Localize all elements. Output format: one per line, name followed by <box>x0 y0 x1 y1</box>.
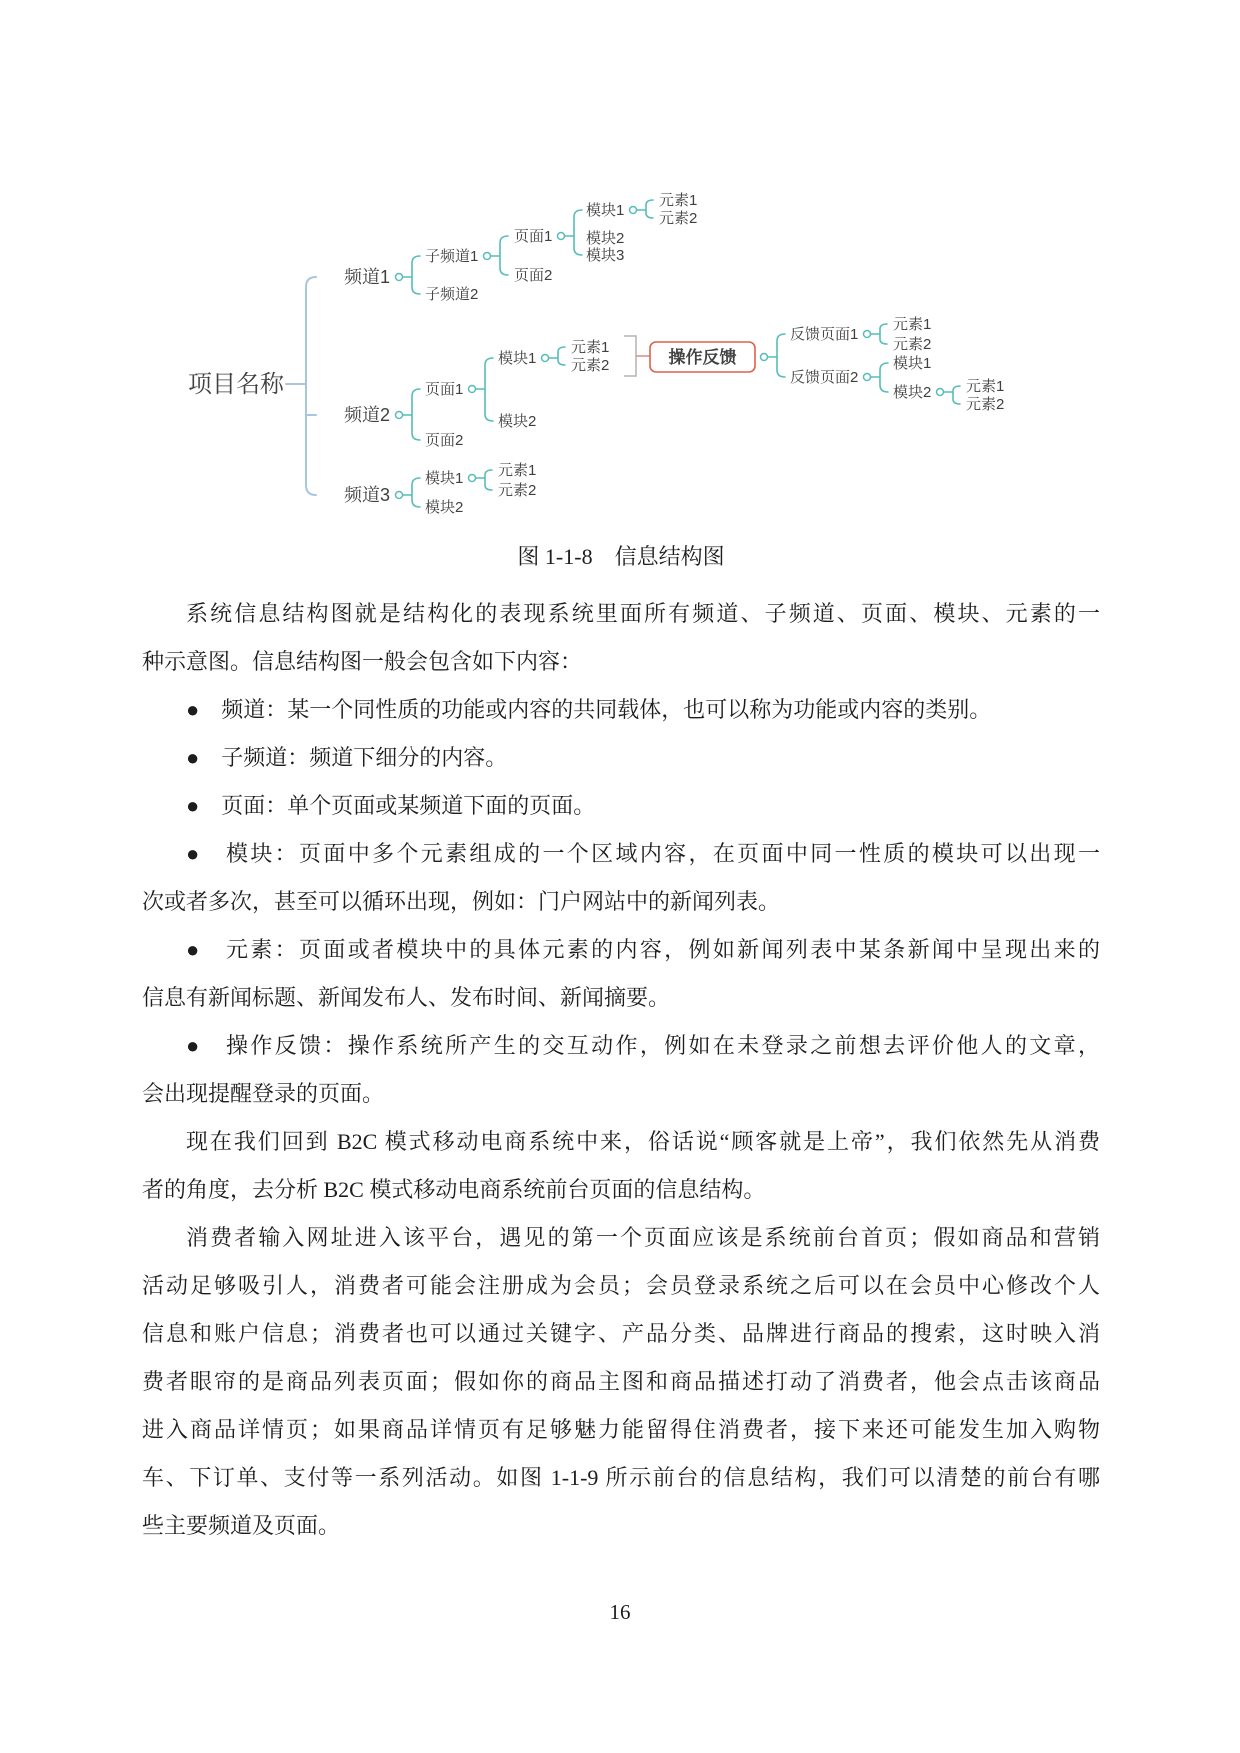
body-line: 现在我们回到 B2C 模式移动电商系统中来，俗话说“顾客就是上帝”，我们依然先从消费 <box>186 1129 1100 1154</box>
node-module1-label: 模块1 <box>586 202 625 219</box>
node-subchannel2-label: 子频道2 <box>425 286 479 303</box>
group-bracket <box>624 336 636 376</box>
node-anchor-circle <box>469 475 476 482</box>
body-line: 信息和账户信息；消费者也可以通过关键字、产品分类、品牌进行商品的搜索，这时映入消 <box>142 1321 1100 1346</box>
brace-connector <box>476 358 493 421</box>
node-anchor-circle <box>396 492 403 499</box>
brace-connector <box>637 200 653 218</box>
node-page2-label: 页面2 <box>514 267 553 284</box>
node-feedback-page1-label: 反馈页面1 <box>790 326 859 343</box>
body-line: 次或者多次，甚至可以循环出现，例如：门户网站中的新闻列表。 <box>142 889 781 914</box>
node-module2-label: 模块2 <box>498 413 537 430</box>
body-line: 种示意图。信息结构图一般会包含如下内容： <box>142 649 583 674</box>
node-module3-label: 模块3 <box>586 247 625 264</box>
node-module1-label: 模块1 <box>425 470 464 487</box>
body-line: 活动足够吸引人，消费者可能会注册成为会员；会员登录系统之后可以在会员中心修改个人 <box>142 1273 1100 1298</box>
node-module1-label: 模块1 <box>498 350 537 367</box>
body-line: 车、下订单、支付等一系列活动。如图 1-1-9 所示前台的信息结构，我们可以清楚的前台有哪 <box>142 1465 1100 1490</box>
node-anchor-circle <box>864 374 871 381</box>
bullet-item <box>142 926 1100 1022</box>
node-root-label: 项目名称 <box>188 371 284 398</box>
node-anchor-circle <box>864 331 871 338</box>
node-module2-label: 模块2 <box>586 230 625 247</box>
body-line: 系统信息结构图就是结构化的表现系统里面所有频道、子频道、页面、模块、元素的一 <box>186 601 1100 626</box>
info-structure-diagram <box>140 130 1100 520</box>
paragraph <box>142 590 1100 686</box>
node-page1-label: 页面1 <box>514 228 553 245</box>
node-anchor-circle <box>484 253 491 260</box>
node-anchor-circle <box>396 412 403 419</box>
node-channel2-label: 频道2 <box>344 405 391 425</box>
bullet-item <box>142 734 1100 782</box>
node-module2-label: 模块2 <box>425 499 464 516</box>
node-anchor-circle <box>630 207 637 214</box>
bullet-item <box>142 686 1100 734</box>
node-channel1-label: 频道1 <box>344 267 391 287</box>
body-line: ● 页面：单个页面或某频道下面的页面。 <box>186 793 596 818</box>
body-line: ● 频道：某一个同性质的功能或内容的共同载体，也可以称为功能或内容的类别。 <box>186 697 992 722</box>
node-element1-label: 元素1 <box>659 192 698 209</box>
brace-connector <box>403 478 420 507</box>
bullet-item <box>142 1022 1100 1118</box>
brace-connector <box>871 363 888 392</box>
node-element1-label: 元素1 <box>893 316 932 333</box>
paragraph <box>142 1214 1100 1550</box>
bullet-item <box>142 830 1100 926</box>
body-line: 者的角度，去分析 B2C 模式移动电商系统前台页面的信息结构。 <box>142 1177 766 1202</box>
body-line: 会出现提醒登录的页面。 <box>142 1081 385 1106</box>
body-line: ● 元素：页面或者模块中的具体元素的内容，例如新闻列表中某条新闻中呈现出来的 <box>186 937 1100 962</box>
brace-connector <box>944 386 960 404</box>
body-line: ● 操作反馈：操作系统所产生的交互动作，例如在未登录之前想去评价他人的文章， <box>186 1033 1100 1058</box>
node-anchor-circle <box>542 355 549 362</box>
brace-connector <box>491 236 508 275</box>
node-feedback-page2-label: 反馈页面2 <box>790 369 859 386</box>
node-element2-label: 元素2 <box>498 482 537 499</box>
bullet-item <box>142 782 1100 830</box>
node-element2-label: 元素2 <box>966 396 1005 413</box>
body-line: 费者眼帘的是商品列表页面；假如你的商品主图和商品描述打动了消费者，他会点击该商品 <box>142 1369 1100 1394</box>
body-text <box>142 590 1100 1550</box>
figure-caption: 图 1-1-8 信息结构图 <box>517 544 725 569</box>
node-module2-label: 模块2 <box>893 384 932 401</box>
brace-connector <box>549 347 565 365</box>
brace-connector <box>871 324 887 344</box>
node-channel3-label: 频道3 <box>344 485 391 505</box>
body-line: 消费者输入网址进入该平台，遇见的第一个页面应该是系统前台首页；假如商品和营销 <box>186 1225 1100 1250</box>
brace-connector <box>768 334 785 377</box>
node-element1-label: 元素1 <box>571 339 610 356</box>
node-anchor-circle <box>469 386 476 393</box>
node-element2-label: 元素2 <box>571 357 610 374</box>
node-module1-label: 模块1 <box>893 355 932 372</box>
root-brace <box>306 277 316 495</box>
body-line: 些主要频道及页面。 <box>142 1513 341 1538</box>
brace-connector <box>565 210 582 255</box>
brace-connector <box>403 256 420 294</box>
node-subchannel1-label: 子频道1 <box>425 248 479 265</box>
body-line: 进入商品详情页；如果商品详情页有足够魅力能留得住消费者，接下来还可能发生加入购物 <box>142 1417 1100 1442</box>
node-element2-label: 元素2 <box>659 210 698 227</box>
node-anchor-circle <box>761 354 768 361</box>
node-anchor-circle <box>396 274 403 281</box>
node-element1-label: 元素1 <box>498 462 537 479</box>
node-anchor-circle <box>558 233 565 240</box>
brace-connector <box>476 470 492 490</box>
node-page2-label: 页面2 <box>425 432 464 449</box>
node-element2-label: 元素2 <box>893 336 932 353</box>
node-element1-label: 元素1 <box>966 378 1005 395</box>
node-page1-label: 页面1 <box>425 381 464 398</box>
node-anchor-circle <box>937 389 944 396</box>
body-line: ● 子频道：频道下细分的内容。 <box>186 745 508 770</box>
body-line: 信息有新闻标题、新闻发布人、发布时间、新闻摘要。 <box>142 985 671 1010</box>
body-line: ● 模块：页面中多个元素组成的一个区域内容，在页面中同一性质的模块可以出现一 <box>186 841 1100 866</box>
paragraph <box>142 1118 1100 1214</box>
node-feedback-label: 操作反馈 <box>668 348 737 367</box>
brace-connector <box>403 389 420 440</box>
page-number: 16 <box>609 1600 631 1624</box>
